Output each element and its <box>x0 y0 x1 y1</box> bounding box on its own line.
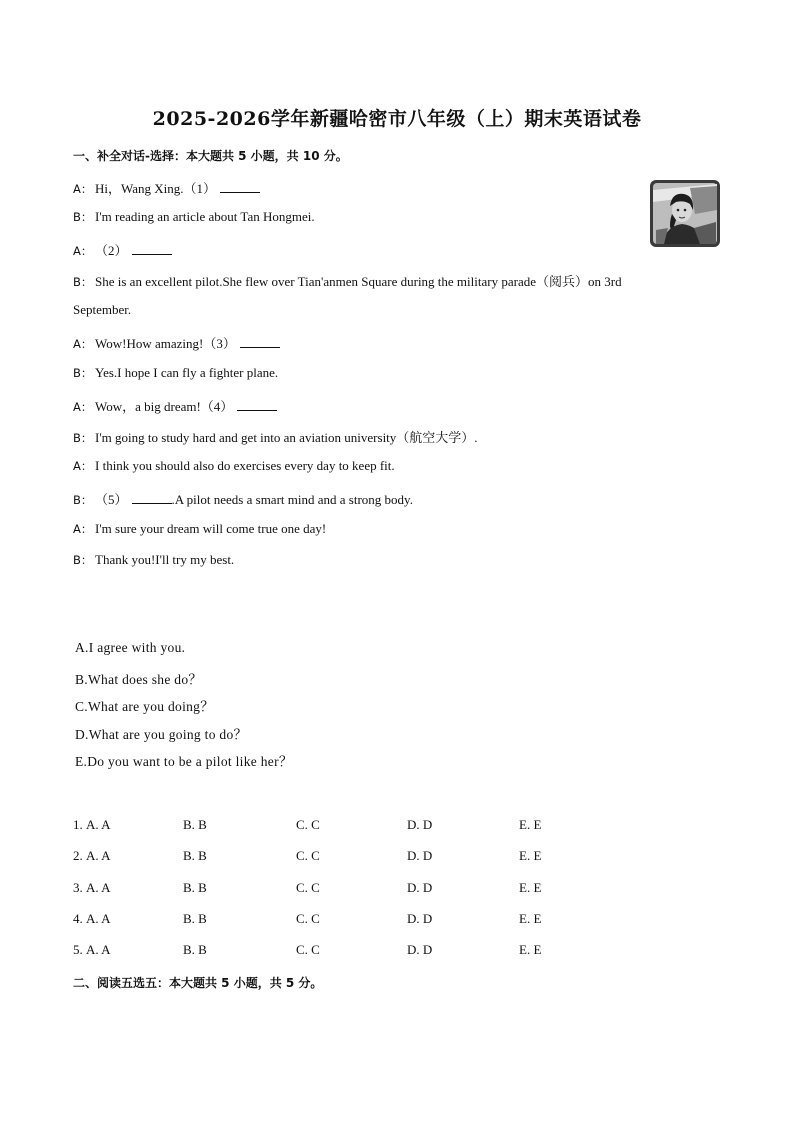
speaker-label: A： <box>73 522 93 536</box>
choice-d[interactable]: D. D <box>407 817 433 832</box>
pilot-photo <box>650 180 720 247</box>
question-number: 5. <box>73 942 83 957</box>
dialogue-line-8 <box>73 427 478 446</box>
choice-e[interactable]: E. E <box>519 942 542 957</box>
choice-a[interactable]: A. A <box>86 911 111 926</box>
dialogue-line-4 <box>73 271 622 290</box>
dialogue-line-1 <box>73 178 260 197</box>
question-number: 1. <box>73 817 83 832</box>
dialogue-text: I'm sure your dream will come true one day! <box>95 521 327 536</box>
choice-a[interactable]: A. A <box>86 942 111 957</box>
dialogue-line-10 <box>73 489 413 508</box>
question-row-1 <box>73 817 633 835</box>
choice-c[interactable]: C. C <box>296 880 320 895</box>
dialogue-line-6 <box>73 365 278 381</box>
dialogue-text: September. <box>73 302 132 317</box>
option-b: B.What does she do？ <box>75 672 203 687</box>
choice-b[interactable]: B. B <box>183 880 207 895</box>
dialogue-line-4-cont <box>73 302 131 318</box>
option-e: E.Do you want to be a pilot like her？ <box>75 754 293 769</box>
choice-d[interactable]: D. D <box>407 880 433 895</box>
choice-e[interactable]: E. E <box>519 848 542 863</box>
choice-b[interactable]: B. B <box>183 848 207 863</box>
dialogue-line-3 <box>73 240 172 259</box>
speaker-label: B： <box>73 275 93 289</box>
question-number: 2. <box>73 848 83 863</box>
answer-blank[interactable] <box>237 399 277 411</box>
dialogue-line-2 <box>73 209 315 225</box>
question-row-2 <box>73 848 633 866</box>
choice-b[interactable]: B. B <box>183 942 207 957</box>
speaker-label: B： <box>73 366 93 380</box>
option-c: C.What are you doing？ <box>75 699 215 714</box>
speaker-label: A： <box>73 400 93 414</box>
choice-e[interactable]: E. E <box>519 880 542 895</box>
dialogue-text: I'm going to study hard and get into an aviation university（航空大学）. <box>95 430 478 445</box>
page-title: 2025-2026学年新疆哈密市八年级（上）期末英语试卷 <box>152 108 642 130</box>
choice-d[interactable]: D. D <box>407 848 433 863</box>
question-row-5 <box>73 942 633 960</box>
choice-e[interactable]: E. E <box>519 817 542 832</box>
option-a: A.I agree with you. <box>75 640 186 655</box>
dialogue-text: Yes.I hope I can fly a fighter plane. <box>95 365 279 380</box>
dialogue-text: （5） <box>95 492 128 507</box>
choice-a[interactable]: A. A <box>86 817 111 832</box>
choice-d[interactable]: D. D <box>407 942 433 957</box>
dialogue-text: I'm reading an article about Tan Hongmei. <box>95 209 315 224</box>
choice-b[interactable]: B. B <box>183 817 207 832</box>
question-row-4 <box>73 911 633 929</box>
speaker-label: A： <box>73 459 93 473</box>
dialogue-text: Wow!How amazing!（3） <box>95 336 236 351</box>
speaker-label: A： <box>73 244 93 258</box>
choice-b[interactable]: B. B <box>183 911 207 926</box>
choice-d[interactable]: D. D <box>407 911 433 926</box>
dialogue-text-after: .A pilot needs a smart mind and a strong body. <box>171 492 413 507</box>
dialogue-line-7 <box>73 396 277 415</box>
choice-c[interactable]: C. C <box>296 942 320 957</box>
dialogue-line-5 <box>73 333 280 352</box>
speaker-label: B： <box>73 553 93 567</box>
dialogue-text: （2） <box>95 243 128 258</box>
speaker-label: B： <box>73 493 93 507</box>
dialogue-line-11 <box>73 521 326 537</box>
dialogue-text: Hi，Wang Xing.（1） <box>95 181 216 196</box>
answer-blank[interactable] <box>132 243 172 255</box>
speaker-label: B： <box>73 431 93 445</box>
dialogue-text: I think you should also do exercises every day to keep fit. <box>95 458 395 473</box>
question-number: 3. <box>73 880 83 895</box>
choice-c[interactable]: C. C <box>296 911 320 926</box>
choice-c[interactable]: C. C <box>296 848 320 863</box>
dialogue-text: Wow，a big dream!（4） <box>95 399 234 414</box>
section-heading-1: 一、补全对话-选择：本大题共 5 小题，共 10 分。 <box>73 149 348 163</box>
dialogue-line-12 <box>73 552 234 568</box>
question-number: 4. <box>73 911 83 926</box>
answer-blank[interactable] <box>132 492 172 504</box>
option-d: D.What are you going to do？ <box>75 727 248 742</box>
choice-a[interactable]: A. A <box>86 848 111 863</box>
answer-blank[interactable] <box>220 181 260 193</box>
choice-c[interactable]: C. C <box>296 817 320 832</box>
answer-blank[interactable] <box>240 336 280 348</box>
speaker-label: A： <box>73 182 93 196</box>
question-row-3 <box>73 880 633 898</box>
choice-a[interactable]: A. A <box>86 880 111 895</box>
choice-e[interactable]: E. E <box>519 911 542 926</box>
dialogue-text: She is an excellent pilot.She flew over Tian'anmen Square during the military parade（阅兵）on 3rd <box>95 274 622 289</box>
dialogue-line-9 <box>73 458 395 474</box>
speaker-label: B： <box>73 210 93 224</box>
speaker-label: A： <box>73 337 93 351</box>
section-heading-2: 二、阅读五选五：本大题共 5 小题，共 5 分。 <box>73 976 323 990</box>
dialogue-text: Thank you!I'll try my best. <box>95 552 235 567</box>
